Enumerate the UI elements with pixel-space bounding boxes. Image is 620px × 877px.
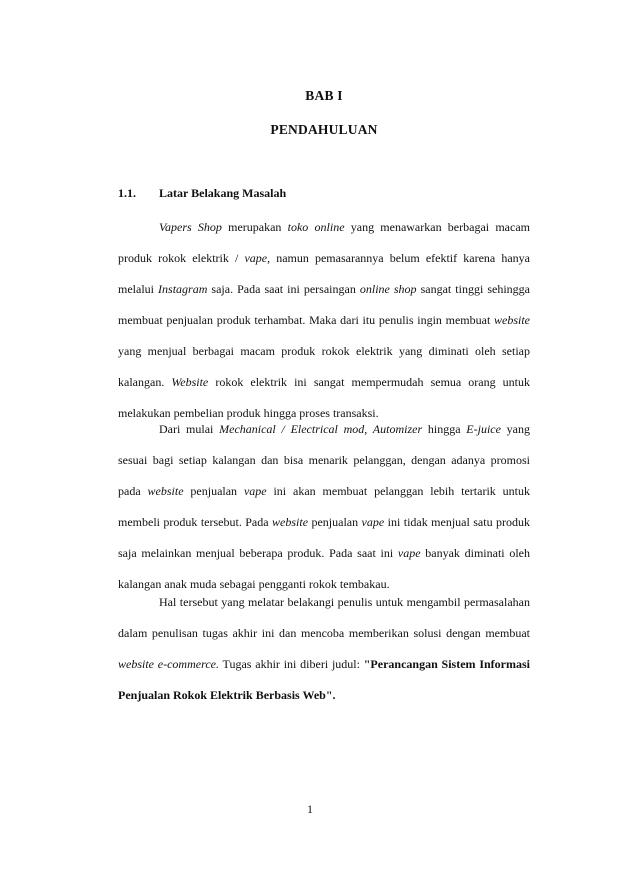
italic-text: vape — [243, 484, 267, 498]
text-run: Hal tersebut yang melatar belakangi penulis untuk mengambil permasalahan dalam penulisan tugas akhir ini dan mencoba memberikan solusi dengan membuat — [118, 595, 530, 640]
italic-text: E-juice — [466, 422, 501, 436]
page-number: 1 — [307, 802, 313, 816]
italic-text: website — [494, 313, 530, 327]
text-run: hingga — [422, 422, 467, 436]
italic-text: vape — [397, 546, 421, 560]
italic-text: toko online — [287, 220, 345, 234]
text-run: yang menjual berbagai macam produk rokok elektrik yang diminati oleh setiap kalangan. — [118, 344, 530, 389]
text-run: merupakan — [221, 220, 288, 234]
italic-text: vape — [361, 515, 385, 529]
text-run: ini akan membuat pelanggan lebih tertarik untuk membeli produk tersebut. Pada — [118, 484, 530, 529]
italic-text: Mechanical / Electrical mod, Automizer — [219, 422, 423, 436]
text-run: saja. Pada saat ini persaingan — [207, 282, 360, 296]
text-run: penjualan — [308, 515, 362, 529]
text-run: Dari mulai — [159, 422, 220, 436]
paragraph — [118, 587, 530, 711]
paragraph — [118, 212, 530, 429]
text-run: ini tidak menjual satu produk saja melainkan menjual beberapa produk. Pada saat ini — [118, 515, 530, 560]
text-run: rokok elektrik ini sangat mempermudah semua orang untuk melakukan pembelian produk hingga proses transaksi. — [118, 375, 530, 420]
text-run: yang menawarkan berbagai macam produk rokok elektrik / — [118, 220, 530, 265]
italic-text: website — [272, 515, 309, 529]
chapter-heading: BAB I — [305, 88, 343, 103]
text-run: , namun pemasarannya belum efektif karena hanya melalui — [118, 251, 530, 296]
bold-text: "Perancangan Sistem Informasi Penjualan Rokok Elektrik Berbasis Web". — [118, 657, 530, 702]
italic-text: vape — [244, 251, 268, 265]
section-number: 1.1. — [118, 186, 136, 200]
chapter-title: PENDAHULUAN — [270, 122, 378, 137]
text-run: yang sesuai bagi setiap kalangan dan bisa menarik pelanggan, dengan adanya promosi pada — [118, 422, 530, 498]
text-run: Tugas akhir ini diberi judul: — [218, 657, 364, 671]
italic-text: website e-commerce. — [118, 657, 219, 671]
italic-text: website — [147, 484, 184, 498]
italic-text: Instagram — [158, 282, 208, 296]
italic-text: Website — [171, 375, 209, 389]
text-run: sangat tinggi sehingga membuat penjualan produk terhambat. Maka dari itu penulis ingin membuat — [118, 282, 530, 327]
section-title: Latar Belakang Masalah — [159, 186, 287, 200]
text-run: banyak diminati oleh kalangan anak muda sebagai pengganti rokok tembakau. — [118, 546, 530, 591]
italic-text: Vapers Shop — [159, 220, 222, 234]
italic-text: online shop — [359, 282, 417, 296]
paragraph — [118, 414, 530, 600]
text-run: penjualan — [183, 484, 244, 498]
